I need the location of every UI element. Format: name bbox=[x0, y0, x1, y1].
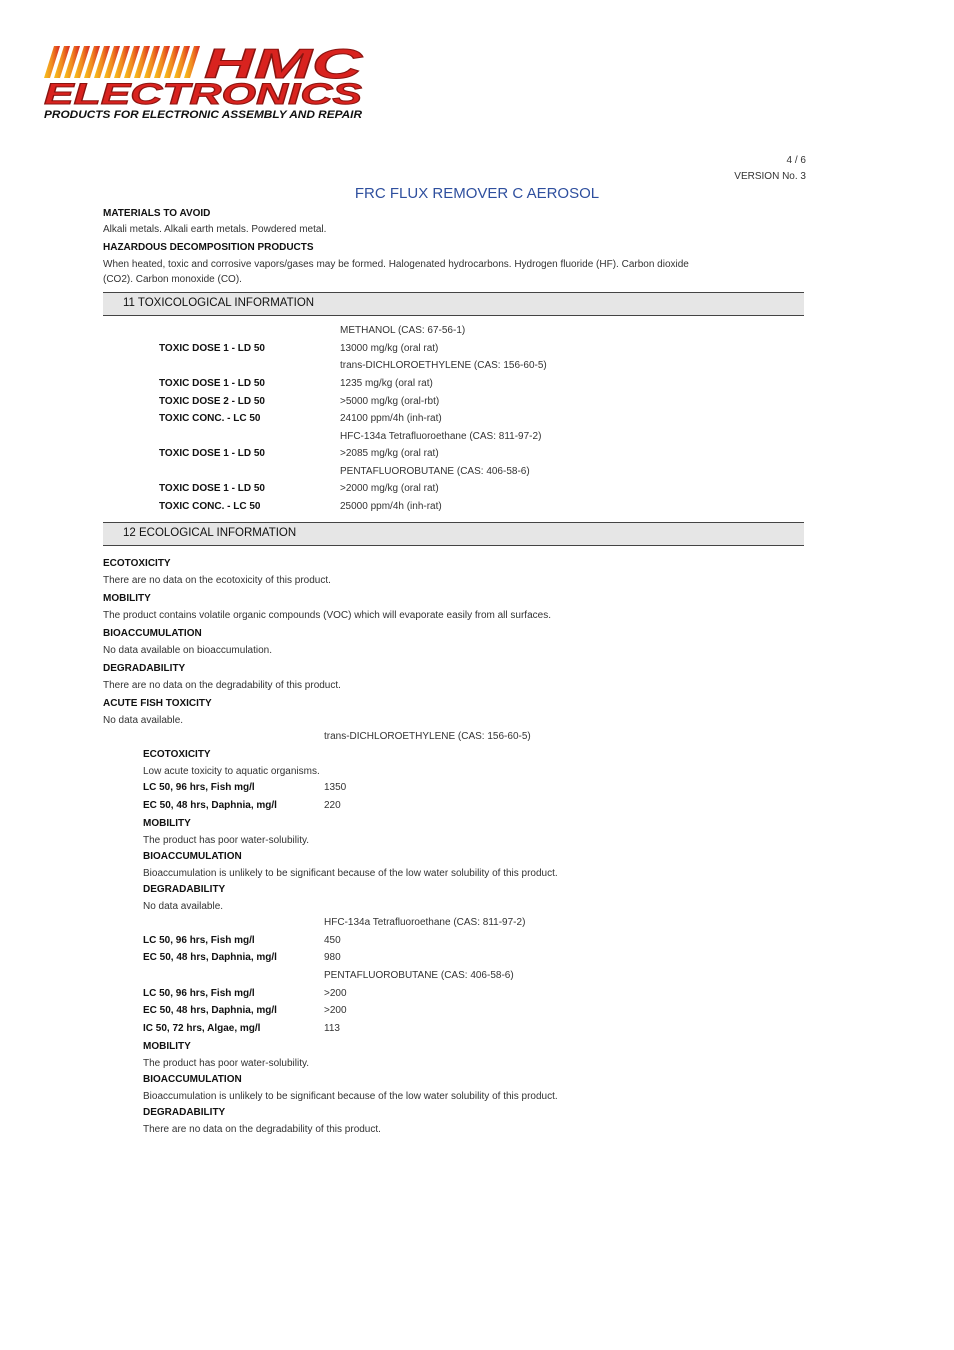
page-number: 4 / 6 bbox=[786, 155, 806, 166]
pfb-ic50-value: 113 bbox=[324, 1023, 340, 1034]
hfc-ec50-value: 980 bbox=[324, 952, 341, 963]
tox-value: >2085 mg/kg (oral rat) bbox=[340, 448, 439, 459]
pfb-degr-text: There are no data on the degradability of this product. bbox=[143, 1124, 381, 1135]
materials-to-avoid-heading: MATERIALS TO AVOID bbox=[103, 208, 211, 219]
tox-label: TOXIC DOSE 1 - LD 50 bbox=[159, 378, 265, 389]
eco-heading: ECOTOXICITY bbox=[103, 558, 171, 569]
tox-value: >2000 mg/kg (oral rat) bbox=[340, 483, 439, 494]
hazardous-decomposition-heading: HAZARDOUS DECOMPOSITION PRODUCTS bbox=[103, 242, 314, 253]
hazardous-decomposition-line2: (CO2). Carbon monoxide (CO). bbox=[103, 274, 242, 285]
tox-value: HFC-134a Tetrafluoroethane (CAS: 811-97-2) bbox=[340, 431, 542, 442]
hfc-substance-name: HFC-134a Tetrafluoroethane (CAS: 811-97-2) bbox=[324, 917, 526, 928]
dce-substance-name: trans-DICHLOROETHYLENE (CAS: 156-60-5) bbox=[324, 731, 531, 742]
pfb-degr-heading: DEGRADABILITY bbox=[143, 1107, 226, 1118]
pfb-mobility-heading: MOBILITY bbox=[143, 1041, 191, 1052]
dce-ecotox-text: Low acute toxicity to aquatic organisms. bbox=[143, 766, 320, 777]
hfc-lc50-value: 450 bbox=[324, 935, 341, 946]
tox-value: PENTAFLUOROBUTANE (CAS: 406-58-6) bbox=[340, 466, 530, 477]
hfc-ec50-label: EC 50, 48 hrs, Daphnia, mg/l bbox=[143, 952, 277, 963]
tox-label: TOXIC DOSE 1 - LD 50 bbox=[159, 343, 265, 354]
eco-text: No data available. bbox=[103, 715, 184, 726]
eco-heading: BIOACCUMULATION bbox=[103, 628, 202, 639]
tox-label: TOXIC DOSE 1 - LD 50 bbox=[159, 483, 265, 494]
eco-heading: MOBILITY bbox=[103, 593, 151, 604]
company-logo bbox=[42, 42, 368, 122]
eco-heading: DEGRADABILITY bbox=[103, 663, 186, 674]
dce-ecotox-heading: ECOTOXICITY bbox=[143, 749, 211, 760]
pfb-lc50-label: LC 50, 96 hrs, Fish mg/l bbox=[143, 988, 255, 999]
hazardous-decomposition-line1: When heated, toxic and corrosive vapors/gases may be formed. Halogenated hydrocarbons. Hydrogen fluoride (HF). Carbon dioxide bbox=[103, 259, 689, 270]
pfb-lc50-value: >200 bbox=[324, 988, 347, 999]
dce-ec50-value: 220 bbox=[324, 800, 341, 811]
pfb-substance-name: PENTAFLUOROBUTANE (CAS: 406-58-6) bbox=[324, 970, 514, 981]
eco-text: The product contains volatile organic compounds (VOC) which will evaporate easily from all surfaces. bbox=[103, 610, 551, 621]
tox-value: >5000 mg/kg (oral-rbt) bbox=[340, 396, 440, 407]
dce-bioacc-heading: BIOACCUMULATION bbox=[143, 851, 242, 862]
tox-value: trans-DICHLOROETHYLENE (CAS: 156-60-5) bbox=[340, 360, 547, 371]
tox-label: TOXIC DOSE 1 - LD 50 bbox=[159, 448, 265, 459]
tox-label: TOXIC CONC. - LC 50 bbox=[159, 501, 261, 512]
dce-degr-text: No data available. bbox=[143, 901, 224, 912]
tox-value: 25000 ppm/4h (inh-rat) bbox=[340, 501, 442, 512]
section-12-header bbox=[103, 522, 804, 546]
document-title: FRC FLUX REMOVER C AEROSOL bbox=[354, 185, 600, 202]
tox-label: TOXIC DOSE 2 - LD 50 bbox=[159, 396, 265, 407]
version-number: VERSION No. 3 bbox=[734, 171, 806, 182]
materials-to-avoid-text: Alkali metals. Alkali earth metals. Powdered metal. bbox=[103, 224, 327, 235]
pfb-mobility-text: The product has poor water-solubility. bbox=[143, 1058, 310, 1069]
pfb-ic50-label: IC 50, 72 hrs, Algae, mg/l bbox=[143, 1023, 261, 1034]
section-12-title: 12 ECOLOGICAL INFORMATION bbox=[123, 527, 297, 539]
dce-mobility-text: The product has poor water-solubility. bbox=[143, 835, 310, 846]
dce-lc50-value: 1350 bbox=[324, 782, 347, 793]
tox-value: 24100 ppm/4h (inh-rat) bbox=[340, 413, 442, 424]
eco-heading: ACUTE FISH TOXICITY bbox=[103, 698, 212, 709]
hfc-lc50-label: LC 50, 96 hrs, Fish mg/l bbox=[143, 935, 255, 946]
eco-text: There are no data on the ecotoxicity of this product. bbox=[103, 575, 331, 586]
page-info bbox=[734, 153, 806, 185]
pfb-bioacc-text: Bioaccumulation is unlikely to be significant because of the low water solubility of this product. bbox=[143, 1091, 558, 1102]
dce-bioacc-text: Bioaccumulation is unlikely to be significant because of the low water solubility of this product. bbox=[143, 868, 558, 879]
tox-value: METHANOL (CAS: 67-56-1) bbox=[340, 325, 466, 336]
tox-value: 1235 mg/kg (oral rat) bbox=[340, 378, 433, 389]
logo-electronics-text: ELECTRONICS bbox=[44, 78, 362, 111]
eco-text: No data available on bioaccumulation. bbox=[103, 645, 272, 656]
tox-value: 13000 mg/kg (oral rat) bbox=[340, 343, 439, 354]
dce-lc50-label: LC 50, 96 hrs, Fish mg/l bbox=[143, 782, 255, 793]
dce-degr-heading: DEGRADABILITY bbox=[143, 884, 226, 895]
logo-hmc-text: HMC bbox=[204, 42, 364, 87]
dce-mobility-heading: MOBILITY bbox=[143, 818, 191, 829]
pfb-ec50-value: >200 bbox=[324, 1005, 347, 1016]
eco-text: There are no data on the degradability of this product. bbox=[103, 680, 341, 691]
logo-tagline: PRODUCTS FOR ELECTRONIC ASSEMBLY AND REPAIR bbox=[44, 109, 363, 121]
section-11-title: 11 TOXICOLOGICAL INFORMATION bbox=[123, 297, 315, 309]
logo-stripes bbox=[44, 46, 200, 78]
pfb-ec50-label: EC 50, 48 hrs, Daphnia, mg/l bbox=[143, 1005, 277, 1016]
tox-label: TOXIC CONC. - LC 50 bbox=[159, 413, 261, 424]
logo-graphic bbox=[42, 42, 368, 122]
dce-ec50-label: EC 50, 48 hrs, Daphnia, mg/l bbox=[143, 800, 277, 811]
pfb-bioacc-heading: BIOACCUMULATION bbox=[143, 1074, 242, 1085]
section-11-header bbox=[103, 292, 804, 316]
